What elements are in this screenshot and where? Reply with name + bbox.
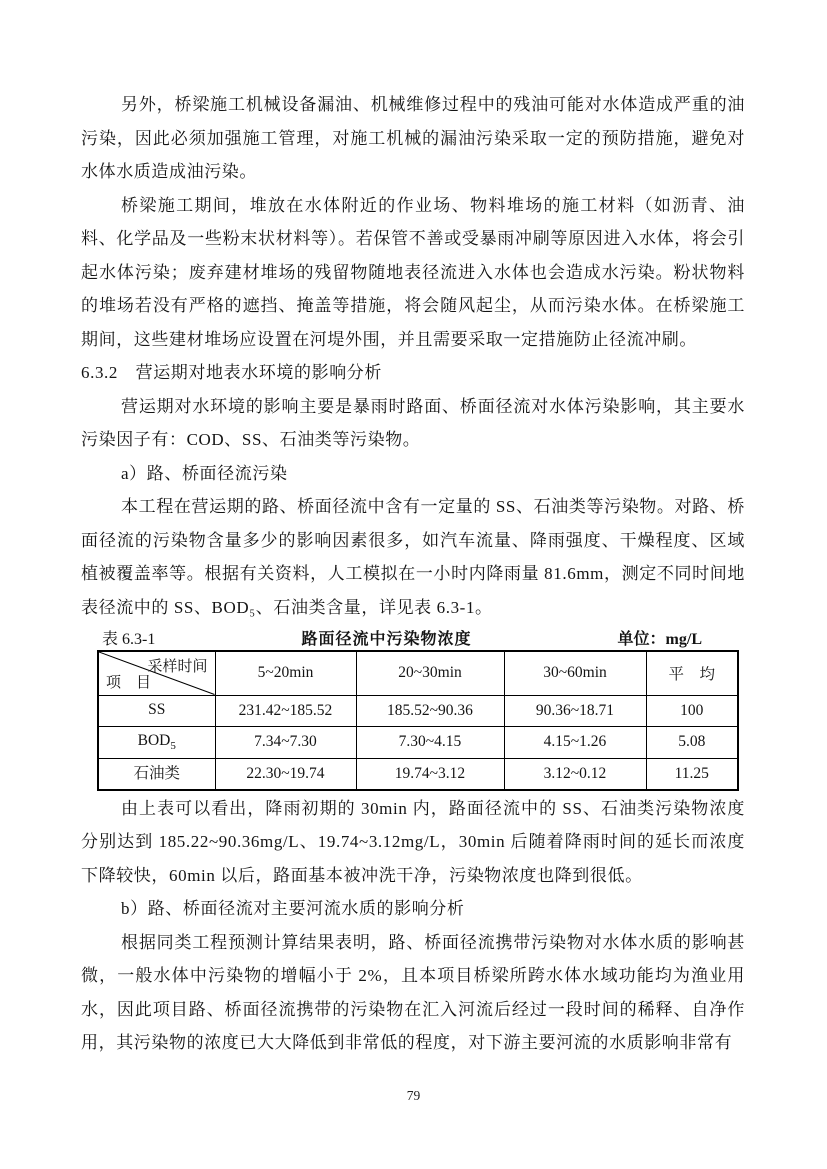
paragraph-oil-pollution: 另外，桥梁施工机械设备漏油、机械维修过程中的残油可能对水体造成严重的油污染，因此必须加强施工管理，对施工机械的漏油污染采取一定的预防措施，避免对水体水质造成油污染。 — [81, 95, 745, 181]
table-row-bod5 — [98, 727, 738, 759]
table-cell: 90.36~18.71 — [504, 695, 646, 727]
table-caption — [97, 624, 737, 650]
row-label-ss — [98, 695, 215, 727]
table-cell: 185.52~90.36 — [356, 695, 504, 727]
row-label-text: SS — [148, 700, 166, 718]
row-label-text: 石油类 — [133, 765, 180, 783]
table-cell: 22.30~19.74 — [215, 758, 356, 790]
table-label: 表 6.3-1 — [102, 631, 156, 648]
paragraph-table-analysis: 由上表可以看出，降雨初期的 30min 内，路面径流中的 SS、石油类污染物浓度分别达到 185.22~90.36mg/L、19.74~3.12mg/L，30min 后随着降雨时间的延长而浓度下降较快，60min 以后，路面基本被冲洗干净，污染物浓度也降到很低。 — [81, 798, 745, 885]
column-header-average: 平 均 — [646, 651, 738, 695]
table-corner-cell — [98, 651, 215, 695]
column-header-5-20min: 5~20min — [215, 651, 356, 695]
table-row-ss — [98, 695, 738, 727]
table-cell: 11.25 — [646, 758, 738, 790]
page-number: 79 — [406, 1088, 421, 1103]
row-label-petroleum — [98, 758, 215, 790]
table-header-row — [98, 651, 738, 695]
subheading-a-runoff-pollution: a）路、桥面径流污染 — [121, 463, 288, 483]
table-cell: 7.34~7.30 — [215, 727, 356, 759]
row-label-text: BOD — [137, 732, 171, 750]
column-header-30-60min: 30~60min — [504, 651, 646, 695]
paragraph-prediction-results: 根据同类工程预测计算结果表明，路、桥面径流携带污染物对水体水质的影响甚微，一般水体中污染物的增幅小于 2%，且本项目桥梁所跨水体水域功能均为渔业用水，因此项目路、桥面径流携带的污染物在汇入河流后经过一段时间的稀释、自净作用，其污染物的浓度已大大降低到非常低的程度，对下游主要河流的水质影响非常有 — [81, 932, 745, 1052]
table-cell: 3.12~0.12 — [504, 758, 646, 790]
row-label-bod5 — [98, 727, 215, 759]
table-title: 路面径流中污染物浓度 — [301, 631, 472, 648]
table-cell: 5.08 — [646, 727, 738, 759]
paragraph-runoff-pollutants: 本工程在营运期的路、桥面径流中含有一定量的 SS、石油类等污染物。对路、桥面径流的污染物含量多少的影响因素很多，如汽车流量、降雨强度、干燥程度、区域植被覆盖率等。根据有关资料，人工模拟在一小时内降雨量 81.6mm，测定不同时间地表径流中的 SS、BOD₅、石油类含量，详见表 6.3-1。 — [81, 497, 745, 617]
paragraph-construction-materials: 桥梁施工期间，堆放在水体附近的作业场、物料堆场的施工材料（如沥青、油料、化学品及一些粉末状材料等）。若保管不善或受暴雨冲刷等原因进入水体，将会引起水体污染；废弃建材堆场的残留物随地表径流进入水体也会造成水污染。粉状物料的堆场若没有严格的遮挡、掩盖等措施，将会随风起尘，从而污染水体。在桥梁施工期间，这些建材堆场应设置在河堤外围，并且需要采取一定措施防止径流冲刷。 — [81, 195, 745, 349]
table-cell: 7.30~4.15 — [356, 727, 504, 759]
table-cell: 231.42~185.52 — [215, 695, 356, 727]
table-unit: 单位：mg/L — [617, 631, 702, 648]
subheading-b-river-impact: b）路、桥面径流对主要河流水质的影响分析 — [121, 899, 465, 918]
column-header-20-30min: 20~30min — [356, 651, 504, 695]
table-cell: 4.15~1.26 — [504, 727, 646, 759]
table-cell: 100 — [646, 695, 738, 727]
row-label-subscript: 5 — [170, 740, 176, 753]
paragraph-operation-impact: 营运期对水环境的影响主要是暴雨时路面、桥面径流对水体污染影响，其主要水污染因子有：COD、SS、石油类等污染物。 — [81, 396, 745, 449]
pollutant-concentration-table — [97, 650, 739, 791]
page-content — [81, 88, 745, 1060]
table-row-petroleum — [98, 758, 738, 790]
table-cell: 19.74~3.12 — [356, 758, 504, 790]
corner-label-sampling-time: 采样时间 — [147, 659, 208, 675]
corner-label-item: 项 目 — [106, 674, 152, 691]
section-heading-6-3-2: 6.3.2 营运期对地表水环境的影响分析 — [81, 363, 382, 382]
